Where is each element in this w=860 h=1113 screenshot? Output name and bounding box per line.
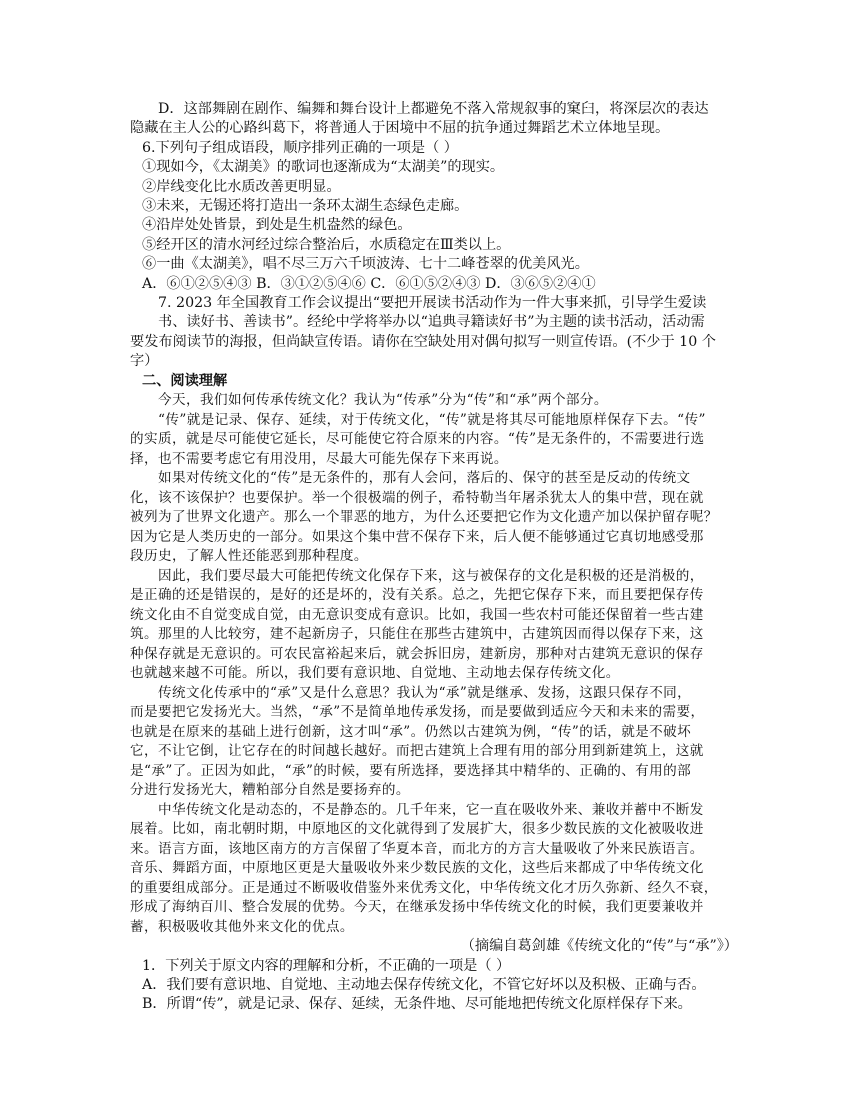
q6-sentence: ②岸线变化比水质改善更明显。 <box>142 178 341 195</box>
passage-line: 是“承”了。正因为如此，“承”的时候，要有所选择，要选择其中精华的、正确的、有用的部 <box>130 762 692 779</box>
q5-option-d-line: 隐藏在主人公的心路纠葛下，将普通人于困境中不屈的抗争通过舞蹈艺术立体地呈现。 <box>130 120 670 137</box>
q7-line: 字） <box>130 353 159 370</box>
passage-line: 种保存就是无意识的。可农民富裕起来后，就会拆旧房，建新房，那种对古建筑无意识的保存 <box>130 645 704 662</box>
passage-line: 也就是在原来的基础上进行创新，这才叫“承”。仍然以古建筑为例，“传”的话，就是不破坏 <box>130 723 692 740</box>
question-7 <box>130 294 742 372</box>
reading-passage <box>130 391 742 937</box>
q6-options: A．⑥①②⑤④③ B．③①②⑤④⑥ C．⑥①⑤②④③ D．③⑥⑤②④① <box>142 275 596 292</box>
passage-line: 因此，我们要尽最大可能把传统文化保存下来，这与被保存的文化是积极的还是消极的， <box>158 567 704 584</box>
passage-line: 筑。那里的人比较穷，建不起新房子，只能住在那些古建筑中，古建筑因而得以保存下来，这 <box>130 626 704 643</box>
passage-line: 中华传统文化是动态的，不是静态的。几千年来，它一直在吸收外来、兼收并蓄中不断发 <box>158 801 704 818</box>
passage-line: 分进行发扬光大，糟粕部分自然是要扬弃的。 <box>130 782 410 799</box>
passage-line: 被列为了世界文化遗产。那么一个罪恶的地方，为什么还要把它作为文化遗产加以保护留存呢？ <box>130 509 718 526</box>
passage-line: “传”就是记录、保存、延续，对于传统文化，“传”就是将其尽可能地原样保存下去。“传” <box>158 411 706 428</box>
passage-line: 展着。比如，南北朝时期，中原地区的文化就得到了发展扩大，很多少数民族的文化被吸收进 <box>130 821 704 838</box>
passage-line: 形成了海纳百川、整合发展的优势。今天，在继承发扬中华传统文化的时候，我们更要兼收并 <box>130 899 704 916</box>
section-heading: 二、阅读理解 <box>142 372 228 389</box>
q5-option-d-line: D．这部舞剧在剧作、编舞和舞台设计上都避免不落入常规叙事的窠臼，将深层次的表达 <box>158 101 709 117</box>
passage-line: 段历史，了解人性还能恶到那种程度。 <box>130 548 368 565</box>
passage-line: 音乐、舞蹈方面，中原地区更是大量吸收外来少数民族的文化，这些后来都成了中华传统文化 <box>130 860 704 877</box>
passage-line: 的重要组成部分。正是通过不断吸收借鉴外来优秀文化，中华传统文化才历久弥新、经久不衰， <box>130 879 718 896</box>
passage-line: 蓄，积极吸收其他外来文化的优点。 <box>130 918 354 935</box>
passage-line: 的实质，就是尽可能使它延长，尽可能使它符合原来的内容。“传”是无条件的，不需要进行选 <box>130 431 705 448</box>
question-1 <box>130 957 742 1015</box>
exam-page <box>130 100 742 1015</box>
passage-line: 是正确的还是错误的，是好的还是坏的，没有关系。总之，先把它保存下来，而且要把保存传 <box>130 587 704 604</box>
passage-line: 来。语言方面，该地区南方的方言保留了华夏本音，而北方的方言大量吸收了外来民族语言。 <box>130 840 704 857</box>
passage-line: 而是要把它发扬光大。当然，“承”不是简单地传承发扬，而是要做到适应今天和未来的需要， <box>130 704 705 721</box>
q1-stem: 1．下列关于原文内容的理解和分析，不正确的一项是（ ） <box>142 957 511 974</box>
passage-source: （摘编自葛剑雄《传统文化的“传”与“承”》） <box>460 938 738 955</box>
q1-option-b: B．所谓“传”，就是记录、保存、延续，无条件地、尽可能地把传统文化原样保存下来。 <box>142 996 692 1013</box>
q6-sentence: ①现如今，《太湖美》的歌词也逐渐成为“太湖美”的现实。 <box>142 159 505 176</box>
q6-sentence: ⑥一曲《太湖美》，唱不尽三万六千顷波涛、七十二峰苍翠的优美风光。 <box>142 256 589 273</box>
passage-line: 化，该不该保护？也要保护。举一个很极端的例子，希特勒当年屠杀犹太人的集中营，现在就 <box>130 489 704 506</box>
q7-line: 要发布阅读节的海报，但尚缺宣传语。请你在空缺处用对偶句拟写一则宣传语。(不少于 10 个 <box>130 333 716 350</box>
passage-line: 它，不让它倒，让它存在的时间越长越好。而把古建筑上合理有用的部分用到新建筑上，这就 <box>130 743 704 760</box>
passage-line: 统文化由不自觉变成自觉，由无意识变成有意识。比如，我国一些农村可能还保留着一些古建 <box>130 606 704 623</box>
passage-line: 也就越来越不可能。所以，我们要有意识地、自觉地、主动地去保存传统文化。 <box>130 665 620 682</box>
q6-sentence: ⑤经开区的清水河经过综合整治后，水质稳定在Ⅲ类以上。 <box>142 236 511 253</box>
q6-sentence: ④沿岸处处皆景，到处是生机盎然的绿色。 <box>142 217 412 234</box>
q6-sentence: ③未来，无锡还将打造出一条环太湖生态绿色走廊。 <box>142 198 469 215</box>
passage-line: 传统文化传承中的“承”又是什么意思？我认为“承”就是继承、发扬，这跟只保存不同， <box>158 684 692 701</box>
passage-line: 择，也不需要考虑它有用没用，尽最大可能先保存下来再说。 <box>130 450 508 467</box>
question-6 <box>130 139 742 294</box>
q1-option-a: A．我们要有意识地、自觉地、主动地去保存传统文化，不管它好坏以及积极、正确与否。 <box>142 976 706 993</box>
passage-line: 因为它是人类历史的一部分。如果这个集中营不保存下来，后人便不能够通过它真切地感受那 <box>130 528 704 545</box>
passage-line: 如果对传统文化的“传”是无条件的，那有人会问，落后的、保守的甚至是反动的传统文 <box>158 470 691 487</box>
q6-stem: 6.下列句子组成语段，顺序排列正确的一项是（ ） <box>142 139 458 156</box>
q5-option-d <box>130 100 742 139</box>
q7-line: 7. 2023 年全国教育工作会议提出“要把开展读书活动作为一件大事来抓，引导学生爱读 <box>158 295 707 312</box>
passage-line: 今天，我们如何传承传统文化？我认为“传承”分为“传”和“承”两个部分。 <box>158 392 608 409</box>
q7-line: 书、读好书、善读书”。经纶中学将举办以“追典寻籍读好书”为主题的读书活动，活动需 <box>158 314 705 331</box>
